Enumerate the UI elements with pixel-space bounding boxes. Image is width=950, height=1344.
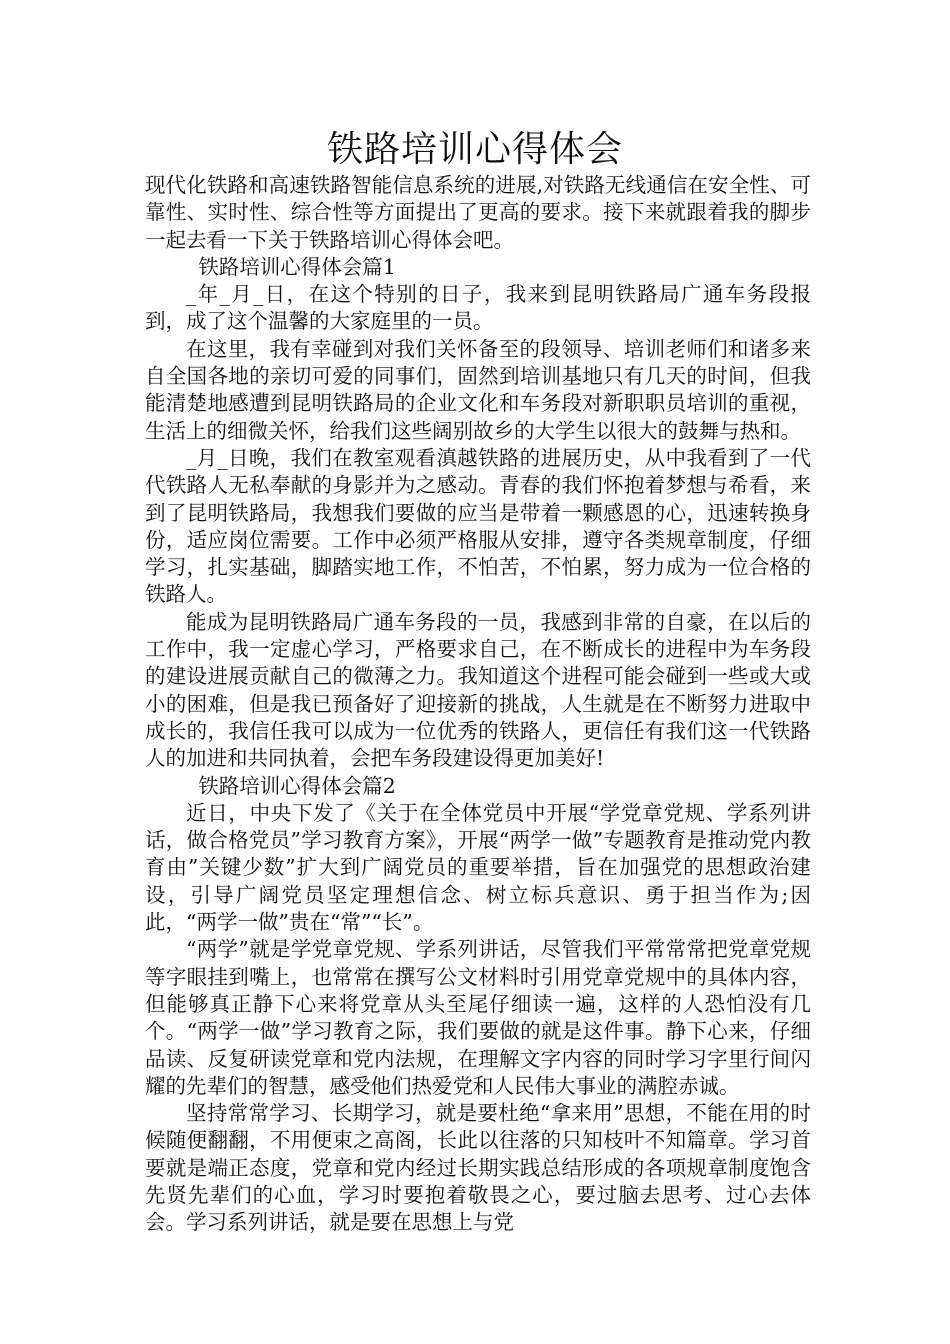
document-body xyxy=(145,172,811,1237)
document-title: 铁路培训心得体会 xyxy=(326,129,623,170)
body-paragraph: _月_日晚，我们在教室观看滇越铁路的进展历史，从中我看到了一代代铁路人无私奉献的身影并为之感动。青春的我们怀抱着梦想与希看，来到了昆明铁路局，我想我们要做的应当是带着一颗感恩的心，迅速转换身份，适应岗位需要。工作中必须严格服从安排，遵守各类规章制度，仔细学习，扎实基础，脚踏实地工作，不怕苦，不怕累，努力成为一位合格的铁路人。 xyxy=(145,445,811,607)
body-paragraph: “两学”就是学党章党规、学系列讲话，尽管我们平常常常把党章党规等字眼挂到嘴上，也常常在撰写公文材料时引用党章党规中的具体内容，但能够真正静下心来将党章从头至尾仔细读一遍，这样的人恐怕没有几个。“两学一做”学习教育之际，我们要做的就是这件事。静下心来，仔细品读、反复研读党章和党内法规，在理解文字内容的同时学习字里行间闪耀的先辈们的智慧，感受他们热爱党和人民伟大事业的满腔赤诚。 xyxy=(145,937,811,1098)
body-paragraph: _年_月_日，在这个特别的日子，我来到昆明铁路局广通车务段报到，成了这个温馨的大家庭里的一员。 xyxy=(145,282,811,334)
intro-paragraph: 现代化铁路和高速铁路智能信息系统的进展,对铁路无线通信在安全性、可靠性、实时性、综合性等方面提出了更高的要求。接下来就跟着我的脚步一起去看一下关于铁路培训心得体会吧。 xyxy=(145,173,811,252)
body-paragraph: 在这里，我有幸碰到对我们关怀备至的段领导、培训老师们和诸多来自全国各地的亲切可爱的同事们，固然到培训基地只有几天的时间，但我能清楚地感遭到昆明铁路局的企业文化和车务段对新职职员培训的重视，生活上的细微关怀，给我们这些阔别故乡的大学生以很大的鼓舞与热和。 xyxy=(145,336,811,443)
body-paragraph: 坚持常常学习、长期学习，就是要杜绝“拿来用”思想，不能在用的时候随便翻翻，不用便束之高阁，长此以往落的只知枝叶不知篇章。学习首要就是端正态度，党章和党内经过长期实践总结形成的各项规章制度饱含先贤先辈们的心血，学习时要抱着敬畏之心，要过脑去思考、过心去体会。学习系列讲话，就是要在思想上与党 xyxy=(145,1101,811,1235)
body-paragraph: 能成为昆明铁路局广通车务段的一员，我感到非常的自豪，在以后的工作中，我一定虚心学习，严格要求自己，在不断成长的进程中为车务段的建设进展贡献自己的微薄之力。我知道这个进程可能会碰到一些或大或小的困难，但是我已预备好了迎接新的挑战，人生就是在不断努力进取中成长的，我信任我可以成为一位优秀的铁路人，更信任有我们这一代铁路人的加进和共同执着，会把车务段建设得更加美好! xyxy=(145,609,811,771)
section-heading-2: 铁路培训心得体会篇2 xyxy=(198,773,396,798)
body-paragraph: 近日，中央下发了《关于在全体党员中开展“学党章党规、学系列讲话，做合格党员”学习教育方案》，开展“两学一做”专题教育是推动党内教育由”关键少数”扩大到广阔党员的重要举措，旨在加强党的思想政治建设，引导广阔党员坚定理想信念、树立标兵意识、勇于担当作为;因此，“两学一做”贵在“常”“长”。 xyxy=(145,800,811,935)
section-heading-1: 铁路培训心得体会篇1 xyxy=(198,254,396,279)
